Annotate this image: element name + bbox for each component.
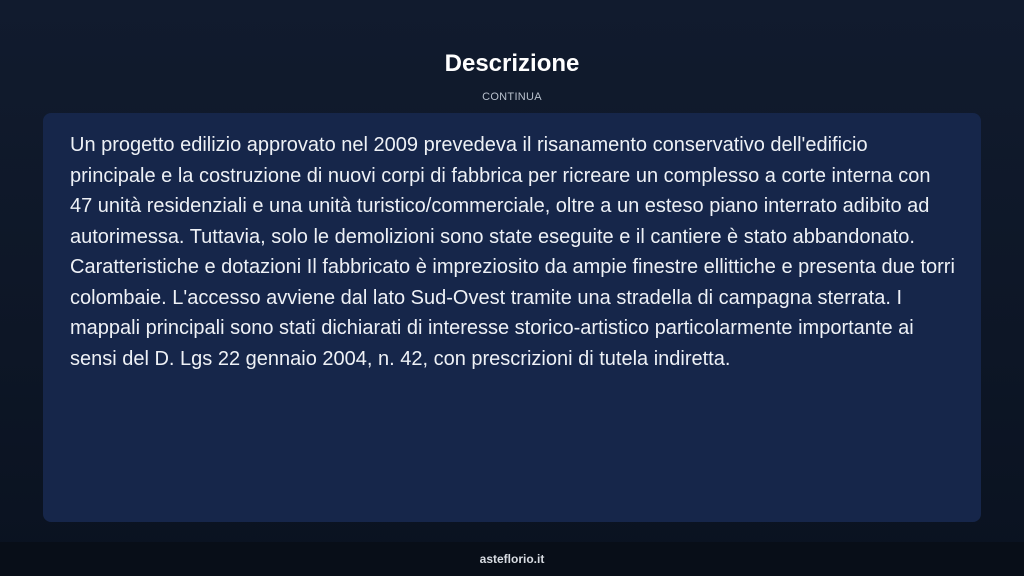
site-name: asteflorio.it	[479, 552, 545, 566]
description-card	[43, 113, 981, 522]
footer-bar	[0, 542, 1024, 576]
page-title: Descrizione	[444, 50, 580, 77]
description-text: Un progetto edilizio approvato nel 2009 prevedeva il risanamento conservativo dell'edificio principale e la costruzione di nuovi corpi di fabbrica per ricreare un complesso a corte interna con 47 unità residenziali e una unità turistico/commerciale, oltre a un esteso piano interrato adibito ad autorimessa. Tuttavia, solo le demolizioni sono state eseguite e il cantiere è stato abbandonato. Caratteristiche e dotazioni Il fabbricato è impreziosito da ampie finestre ellittiche e presenta due torri colombaie. L'accesso avviene dal lato Sud-Ovest tramite una stradella di campagna sterrata. I mappali principali sono stati dichiarati di interesse storico-artistico particolarmente importante ai sensi del D. Lgs 22 gennaio 2004, n. 42, con prescrizioni di tutela indiretta.	[70, 134, 955, 370]
continue-link[interactable]: CONTINUA	[482, 91, 542, 103]
